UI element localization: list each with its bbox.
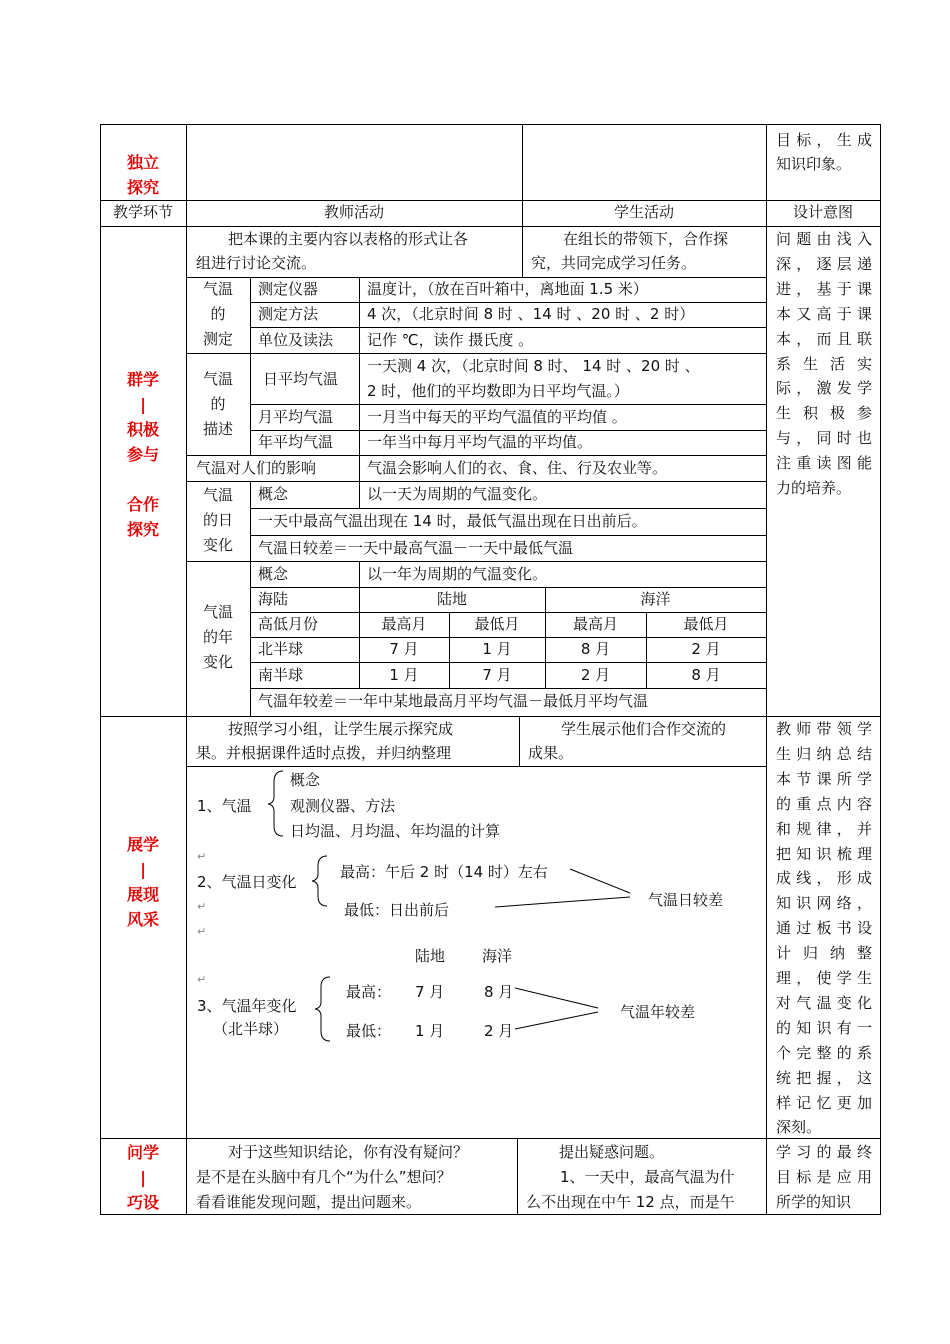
annual-footer: 气温年较差＝一年中某地最高月平均气温－最低月平均气温 [258, 692, 649, 710]
student-activity-line: 1、一天中，最高气温为什 [560, 1168, 735, 1186]
annual-concept-key: 概念 [258, 565, 289, 583]
describe-key: 年平均气温 [258, 433, 334, 451]
annual-cell: 2 月 [691, 640, 721, 658]
describe-value: 2 时，他们的平均数即为日平均气温。） [367, 382, 629, 400]
paragraph-mark: ↵ [197, 925, 207, 938]
influence-key: 气温对人们的影响 [196, 459, 317, 477]
annual-row-name: 南半球 [258, 666, 304, 684]
student-activity-line: 究，共同完成学习任务。 [531, 254, 697, 272]
intent-line: 注重读图能 [776, 454, 872, 473]
row-label-wenxue: 问学 | 巧设 [126, 1143, 159, 1212]
intent-line: 力的培养。 [776, 479, 852, 497]
student-activity-line: 提出疑惑问题。 [559, 1143, 665, 1161]
intent-line: 进，基于课 [776, 279, 872, 298]
annual-col-header: 海陆 [258, 590, 289, 608]
intent-line: 知识印象。 [776, 155, 852, 173]
daily-concept-key: 概念 [258, 485, 289, 503]
intent-line: 系生活实 [776, 354, 872, 373]
diagram-s3-label: 3、气温年变化 [197, 997, 297, 1015]
diagram-s1-item: 观测仪器、方法 [290, 797, 396, 815]
intent-line: 目标是应用 [776, 1167, 872, 1186]
diagram-s3-low-land: 1 月 [415, 1022, 445, 1040]
diagram-s3-high-land: 7 月 [415, 983, 445, 1001]
annual-change-label: 气温 的年 变化 [202, 603, 233, 671]
diagram-s3-low: 最低： [346, 1022, 392, 1040]
intent-line: 理，使学生 [776, 969, 872, 987]
header-phase: 教学环节 [112, 203, 173, 221]
teacher-activity-line: 组进行讨论交流。 [196, 254, 317, 272]
teacher-activity-line: 把本课的主要内容以表格的形式让各 [228, 230, 469, 248]
annual-cell: 2 月 [580, 666, 611, 684]
intent-line: 学习的最终 [776, 1143, 872, 1161]
teacher-activity-line: 是不是在头脑中有几个“为什么”想问？ [196, 1168, 452, 1186]
diagram-s2-high: 最高：午后 2 时（14 时）左右 [340, 863, 548, 881]
student-activity-line: 么不出现在中午 12 点，而是午 [526, 1193, 735, 1211]
intent-line: 通过板书设 [776, 919, 872, 938]
diagram-s2-low: 最低：日出前后 [344, 901, 450, 919]
diagram-s3-high: 最高： [346, 983, 392, 1001]
diagram-s2-result: 气温日较差 [648, 891, 724, 909]
intent-line: 本又高于课 [776, 304, 872, 323]
diagram-s3-high-ocean: 8 月 [484, 983, 514, 1001]
annual-cell: 1 月 [389, 666, 419, 684]
diagram-s3-sub: （北半球） [213, 1020, 289, 1038]
teacher-activity-line: 对于这些知识结论，你有没有疑问？ [228, 1143, 469, 1161]
intent-line: 际，激发学 [776, 379, 872, 398]
describe-value: 一天测 4 次，（北京时间 8 时、 14 时 、20 时 、 [367, 357, 700, 375]
intent-line: 成线，形成 [776, 869, 872, 888]
paragraph-mark: ↵ [197, 900, 207, 913]
header-teacher: 教师活动 [323, 203, 384, 221]
daily-change-line: 气温日较差＝一天中最高气温－一天中最低气温 [258, 539, 574, 557]
intent-line: 问题由浅入 [776, 230, 872, 248]
intent-line: 目标，生成 [776, 131, 872, 149]
daily-change-label: 气温 的日 变化 [202, 486, 233, 554]
measure-value: 温度计，（放在百叶箱中，离地面 1.5 米） [367, 280, 648, 298]
annual-land-header: 陆地 [436, 590, 467, 608]
annual-sub: 最高月 [572, 615, 618, 633]
intent-line: 所学的知识 [776, 1192, 852, 1211]
annual-cell: 7 月 [389, 640, 419, 658]
annual-cell: 7 月 [482, 666, 512, 684]
annual-cell: 8 月 [580, 640, 611, 658]
annual-cell: 8 月 [691, 666, 721, 684]
teacher-activity-line: 看看谁能发现问题，提出问题来。 [196, 1193, 422, 1211]
row-label-zhanxue: 展学 | 展现 风采 [126, 835, 159, 929]
annual-sub: 最高月 [381, 615, 427, 633]
annual-sub-header: 高低月份 [258, 615, 319, 633]
describe-value: 一月当中每天的平均气温值的平均值 。 [367, 408, 627, 426]
diagram-s1-label: 1、气温 [197, 797, 252, 815]
intent-line: 深，逐层递 [776, 254, 872, 273]
intent-line: 计归纳整 [776, 944, 872, 963]
annual-sub: 最低月 [474, 615, 520, 633]
header-student: 学生活动 [613, 203, 674, 221]
daily-concept-value: 以一天为周期的气温变化。 [367, 485, 548, 503]
annual-sub: 最低月 [683, 615, 729, 633]
influence-value: 气温会影响人们的衣、食、住、行及农业等。 [367, 459, 668, 477]
intent-line: 知识网络， [776, 894, 872, 913]
measure-value: 记作 ℃，读作 摄氏度 。 [367, 331, 534, 349]
row-label-qunxue: 群学 | 积极 参与 合作 探究 [126, 370, 159, 539]
annual-concept-value: 以一年为周期的气温变化。 [367, 565, 548, 583]
intent-line: 统把握，这 [776, 1068, 872, 1087]
intent-line: 生归纳总结 [776, 744, 872, 763]
intent-line: 教师带领学 [776, 720, 872, 738]
daily-change-line: 一天中最高气温出现在 14 时，最低气温出现在日出前后。 [258, 512, 647, 530]
measure-value: 4 次，（北京时间 8 时 、14 时 、20 时 、2 时） [367, 305, 695, 323]
diagram-s3-result: 气温年较差 [620, 1003, 696, 1021]
student-activity-line: 在组长的带领下，合作探 [563, 230, 729, 248]
diagram-s1-item: 概念 [290, 771, 321, 789]
measure-key: 测定仪器 [258, 280, 319, 298]
intent-line: 个完整的系 [776, 1043, 872, 1062]
intent-line: 本节课所学 [776, 769, 872, 788]
diagram-s3-land: 陆地 [415, 947, 446, 965]
measure-key: 单位及读法 [258, 331, 334, 349]
annual-cell: 1 月 [482, 640, 512, 658]
row-label-duli: 独立 探究 [126, 153, 159, 197]
intent-line: 生积极参 [776, 404, 872, 423]
measure-key: 测定方法 [258, 305, 319, 323]
intent-line: 深刻。 [776, 1118, 822, 1137]
teacher-activity-line: 按照学习小组，让学生展示探究成 [228, 720, 454, 738]
diagram-s1-item: 日均温、月均温、年均温的计算 [290, 822, 501, 840]
intent-line: 本，而且联 [776, 329, 872, 348]
intent-line: 把知识梳理 [776, 844, 872, 863]
diagram-s3-low-ocean: 2 月 [484, 1022, 514, 1040]
student-activity-line: 成果。 [528, 744, 574, 762]
intent-line: 样记忆更加 [776, 1093, 872, 1112]
describe-label: 气温 的 描述 [202, 370, 233, 438]
describe-key: 日平均气温 [263, 370, 339, 388]
intent-line: 和规律，并 [776, 819, 872, 838]
annual-ocean-header: 海洋 [640, 590, 671, 608]
student-activity-line: 学生展示他们合作交流的 [561, 720, 727, 738]
intent-line: 对气温变化 [776, 993, 872, 1012]
diagram-s2-label: 2、气温日变化 [197, 873, 297, 891]
describe-value: 一年当中每月平均气温的平均值。 [367, 433, 593, 451]
intent-line: 与，同时也 [776, 429, 872, 448]
measure-label: 气温 的 测定 [202, 280, 233, 348]
intent-line: 的知识有一 [776, 1018, 872, 1037]
intent-line: 的重点内容 [776, 794, 872, 813]
diagram-s3-ocean: 海洋 [482, 947, 513, 965]
paragraph-mark: ↵ [197, 850, 207, 863]
teacher-activity-line: 果。并根据课件适时点拨，并归纳整理 [196, 744, 452, 762]
annual-row-name: 北半球 [258, 640, 304, 658]
paragraph-mark: ↵ [197, 973, 207, 986]
header-intent: 设计意图 [792, 203, 853, 221]
describe-key: 月平均气温 [258, 408, 334, 426]
